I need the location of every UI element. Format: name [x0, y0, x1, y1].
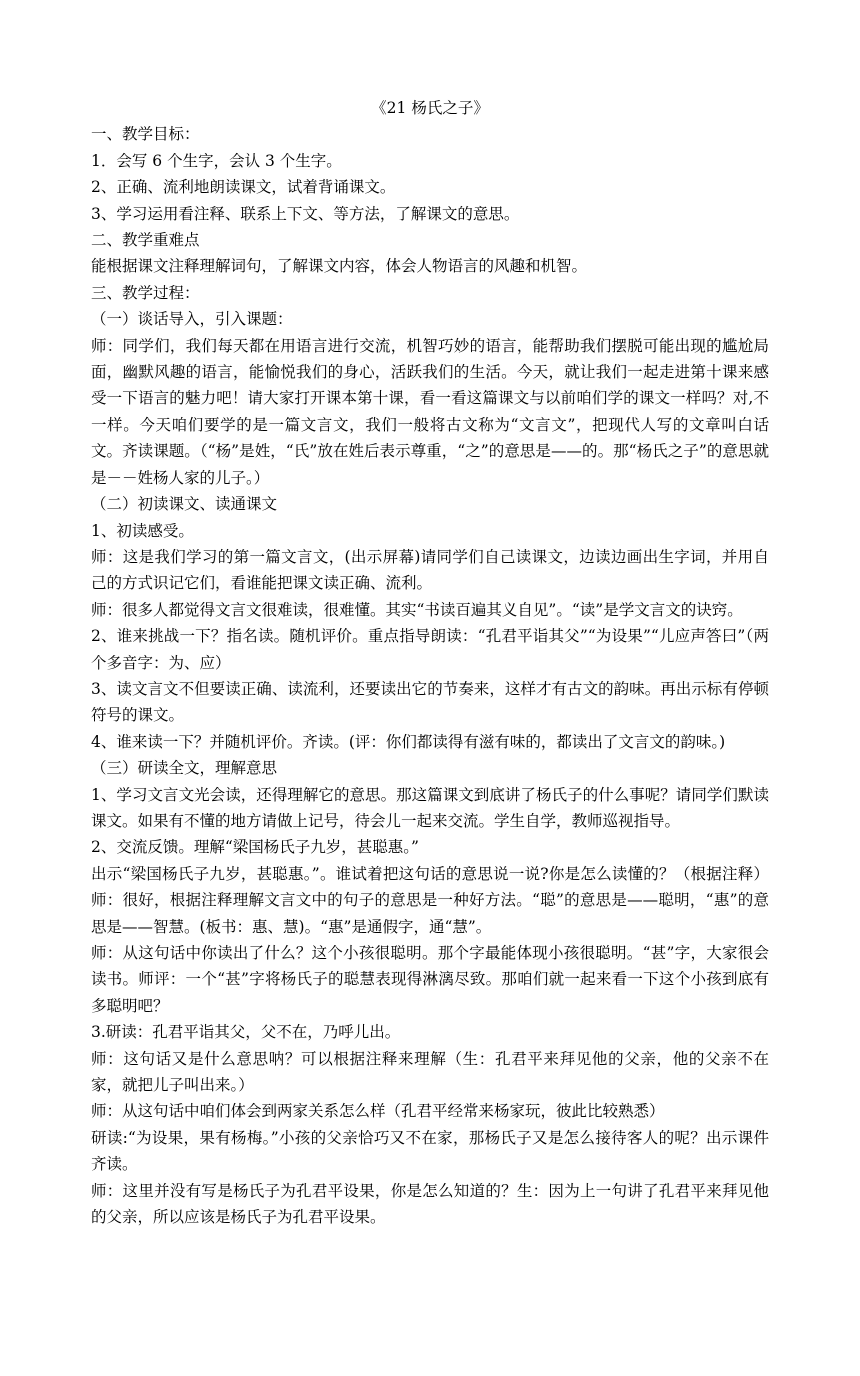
paragraph: 4、谁来读一下？并随机评价。齐读。(评：你们都读得有滋有味的，都读出了文言文的韵味。): [91, 732, 726, 751]
document-page: [91, 95, 769, 1230]
paragraph: 2、交流反馈。理解“梁国杨氏子九岁，甚聪惠。”: [91, 838, 419, 857]
paragraph: 师：从这句话中咱们体会到两家关系怎么样（孔君平经常来杨家玩，彼此比较熟悉）: [91, 1102, 665, 1121]
paragraph: 师：同学们，我们每天都在用语言进行交流，机智巧妙的语言，能帮助我们摆脱可能出现的尴尬局面，幽默风趣的语言，能愉悦我们的身心，活跃我们的生活。今天，就让我们一起走进第十课来感受一下语言的魅力吧！请大家打开课本第十课，看一看这篇课文与以前咱们学的课文一样吗？对,不一样。今天咱们要学的是一篇文言文，我们一般将古文称为“文言文”，把现代人写的文章叫白话文。齐读课题。（“杨”是姓，“氏”放在姓后表示尊重，“之”的意思是——的。那“杨氏之子”的意思就是－－姓杨人家的儿子。）: [91, 336, 769, 487]
section-heading-objectives: 一、教学目标：: [91, 125, 200, 144]
paragraph: 师：很多人都觉得文言文很难读，很难懂。其实“书读百遍其义自见”。“读”是学文言文的诀窍。: [91, 600, 743, 619]
section-heading-key-points: 二、教学重难点: [91, 231, 200, 250]
paragraph: 3、读文言文不但要读正确、读流利，还要读出它的节奏来，这样才有古文的韵味。再出示标有停顿符号的课文。: [91, 679, 769, 725]
paragraph: 师：这句话又是什么意思呐？可以根据注释来理解（生：孔君平来拜见他的父亲，他的父亲不在家，就把儿子叫出来。）: [91, 1049, 769, 1095]
section-heading-process: 三、教学过程：: [91, 283, 200, 302]
paragraph: 1、初读感受。: [91, 521, 194, 540]
paragraph: 师：从这句话中你读出了什么？这个小孩很聪明。那个字最能体现小孩很聪明。“甚”字，大家很会读书。师评：一个“甚”字将杨氏子的聪慧表现得淋漓尽致。那咱们就一起来看一下这个小孩到底有多聪明吧？: [91, 944, 769, 1015]
paragraph: 3.研读：孔君平诣其父，父不在，乃呼儿出。: [91, 1023, 401, 1042]
document-title: 《21 杨氏之子》: [371, 99, 489, 117]
paragraph: 师：这里并没有写是杨氏子为孔君平设果，你是怎么知道的？生：因为上一句讲了孔君平来拜见他的父亲，所以应该是杨氏子为孔君平设果。: [91, 1181, 769, 1227]
paragraph: 师：这是我们学习的第一篇文言文，(出示屏幕)请同学们自己读课文，边读边画出生字词，并用自己的方式识记它们，看谁能把课文读正确、流利。: [91, 547, 769, 593]
subsection-heading: （一）谈话导入，引入课题：: [91, 310, 293, 329]
paragraph: 3、学习运用看注释、联系上下文、等方法，了解课文的意思。: [91, 204, 520, 223]
paragraph: 研读:“为设果，果有杨梅。”小孩的父亲恰巧又不在家，那杨氏子又是怎么接待客人的呢？出示课件齐读。: [91, 1128, 769, 1174]
paragraph: 1、学习文言文光会读，还得理解它的意思。那这篇课文到底讲了杨氏子的什么事呢？请同学们默读课文。如果有不懂的地方请做上记号，待会儿一起来交流。学生自学，教师巡视指导。: [91, 785, 769, 830]
paragraph: 2、谁来挑战一下？指名读。随机评价。重点指导朗读：“孔君平诣其父”“为设果”“儿应声答曰”（两个多音字：为、应）: [91, 627, 769, 672]
paragraph: 出示“梁国杨氏子九岁，甚聪惠。”。谁试着把这句话的意思说一说?你是怎么读懂的？（根据注释）师：很好，根据注释理解文言文中的句子的意思是一种好方法。“聪”的意思是——聪明，“惠”的意思是——智慧。(板书：惠、慧)。“惠”是通假字，通“慧”。: [91, 864, 769, 936]
subsection-heading: （二）初读课文、读通课文: [91, 495, 278, 514]
paragraph: 能根据课文注释理解词句，了解课文内容，体会人物语言的风趣和机智。: [91, 257, 588, 276]
paragraph: 2、正确、流利地朗读课文，试着背诵课文。: [91, 178, 396, 197]
subsection-heading: （三）研读全文，理解意思: [91, 759, 278, 778]
paragraph: 1．会写 6 个生字，会认 3 个生字。: [91, 151, 342, 170]
